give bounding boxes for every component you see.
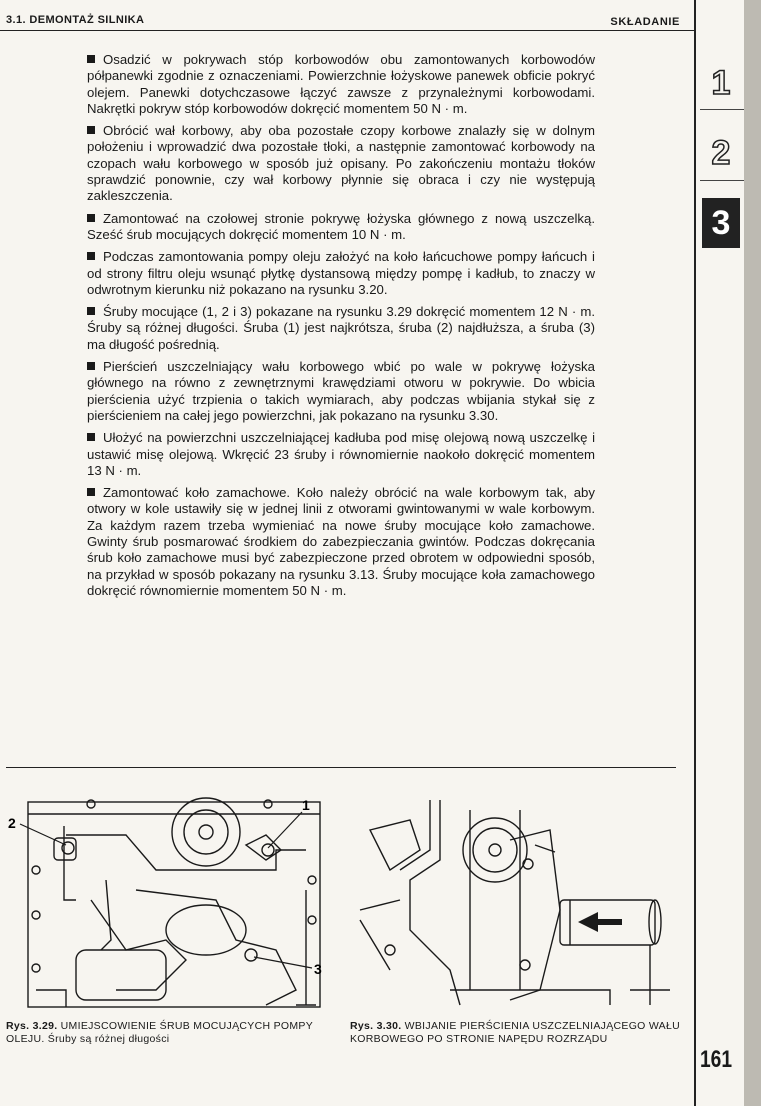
paragraph: Ułożyć na powierzchni uszczelniającej kadłuba pod misę olejową nową uszczelkę i ustawić misę olejową. Wkręcić 23 śruby i równomiernie naokoło dokręcić momentem 13 N · m.	[87, 430, 595, 478]
oil-pump-bolts-illustration	[6, 790, 336, 1012]
bullet-square-icon	[87, 433, 95, 441]
body-text	[87, 52, 595, 605]
caption-title: UMIEJSCOWIENIE ŚRUB MOCUJĄCYCH POMPY OLEJU.	[6, 1020, 313, 1045]
paragraph: Pierścień uszczelniający wału korbowego wbić po wale w pokrywę łożyska głównego na równo z zewnętrznymi krawędziami otworu w pokrywie. Do wbicia pierścienia użyć trzpienia o takich wymiarach, aby podczas wbijania stykał się z pierścieniem na całej jego powierzchni, jak pokazano na rysunku 3.30.	[87, 359, 595, 423]
callout-1: 1	[302, 797, 310, 813]
paragraph: Podczas zamontowania pompy oleju założyć na koło łańcuchowe pompy łańcuch i od strony filtru oleju wsunąć płytkę dystansową między pompę i kadłub, to znaczy w odwrotnym kierunku niż pokazano na rysunku 3.20.	[87, 249, 595, 297]
callout-3: 3	[314, 961, 322, 977]
bullet-square-icon	[87, 126, 95, 134]
page-edge	[744, 0, 761, 1106]
caption-number: Rys. 3.30.	[350, 1020, 402, 1032]
paragraph: Obrócić wał korbowy, aby oba pozostałe czopy korbowe znalazły się w dolnym położeniu i wprowadzić dwa pozostałe tłoki, a następnie zamontować korbowody na czopach wału korbowego w sposób już opisany. Po zakończeniu montażu tłoków sprawdzić ponownie, czy wał korbowy płynnie się obraca i czy nie występują zakleszczenia.	[87, 123, 595, 204]
paragraph: Śruby mocujące (1, 2 i 3) pokazane na rysunku 3.29 dokręcić momentem 12 N · m. Śruby są różnej długości. Śruba (1) jest najkrótsza, śruba (2) najdłuższa, a śruba (3) ma długość pośrednią.	[87, 304, 595, 352]
caption-number: Rys. 3.29.	[6, 1020, 58, 1032]
bullet-square-icon	[87, 488, 95, 496]
caption-title: WBIJANIE PIERŚCIENIA USZCZELNIAJĄCEGO WAŁU KORBOWEGO PO STRONIE NAPĘDU ROZRZĄDU	[350, 1020, 681, 1045]
figure-separator	[6, 767, 676, 768]
arrow-left-icon	[578, 912, 622, 932]
section-title: 3.1. DEMONTAŻ SILNIKA	[6, 14, 145, 26]
chapter-tab-3-active: 3	[702, 198, 740, 248]
paragraph: Zamontować koło zamachowe. Koło należy obrócić na wale korbowym tak, aby otwory w kole ustawiły się w jednej linii z otworami gwintowanymi w wale korbowym. Za każdym razem trzeba wymieniać na nowe śruby mocujące koło zamachowe. Gwinty śrub posmarować środkiem do zabezpieczania gwintów. Podczas dokręcania śrub koło zamachowe musi być zabezpieczone przed obrotem w odpowiedni sposób, na przykład w sposób pokazany na rysunku 3.13. Śruby mocujące koła zamachowego dokręcić równomiernie momentem 50 N · m.	[87, 485, 595, 598]
callout-2: 2	[8, 815, 16, 831]
caption-note: Śruby są różnej długości	[47, 1033, 170, 1045]
bullet-square-icon	[87, 55, 95, 63]
bullet-square-icon	[87, 252, 95, 260]
paragraph: Osadzić w pokrywach stóp korbowodów obu zamontowanych korbowodów półpanewki zgodnie z oznaczeniami. Powierzchnie łożyskowe panewek obficie pokryć olejem. Panewki dotychczasowe łączyć zawsze z przynależnymi korbowodami. Nakrętki pokryw stóp korbowodów dokręcić momentem 50 N · m.	[87, 52, 595, 116]
tab-divider	[700, 109, 744, 110]
figure-caption-3-30	[350, 1020, 680, 1046]
margin-rule	[694, 0, 696, 1106]
page-number: 161	[700, 1046, 733, 1073]
chapter-title: SKŁADANIE	[610, 16, 680, 28]
seal-driving-illustration	[350, 790, 670, 1012]
bullet-square-icon	[87, 307, 95, 315]
bullet-square-icon	[87, 362, 95, 370]
chapter-tab-2: 2	[711, 133, 731, 172]
bullet-square-icon	[87, 214, 95, 222]
chapter-tab-1: 1	[711, 63, 731, 102]
running-header	[0, 0, 694, 30]
paragraph: Zamontować na czołowej stronie pokrywę łożyska głównego z nową uszczelką. Sześć śrub mocujących dokręcić momentem 10 N · m.	[87, 210, 595, 242]
figure-caption-3-29	[6, 1020, 326, 1046]
tab-divider	[700, 180, 744, 181]
header-rule	[0, 30, 694, 31]
